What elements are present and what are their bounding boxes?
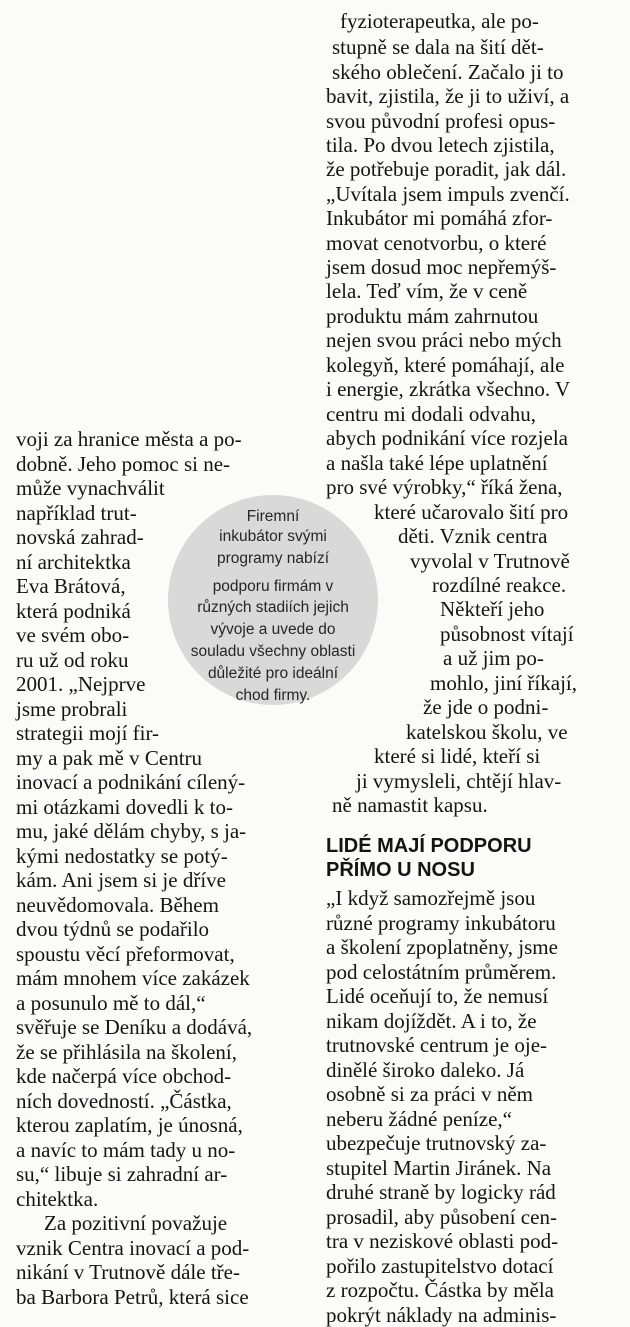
text-line: Lidé oceňují to, že nemusí [326,984,549,1008]
text-line: například trut- [16,501,137,525]
text-line: pořilo zastupitelstvo dotací [326,1254,554,1278]
text-line: strategii mojí fir- [16,721,160,745]
subheading-line: PŘÍMO U NOSU [326,859,475,881]
text-line: su,“ libuje si zahradní ar- [16,1162,228,1186]
text-line: jsme probrali [16,697,128,721]
pull-quote-line: vývoje a uvede do [210,621,336,638]
text-line: kolegyň, které pomáhají, ale [326,353,565,377]
text-line: a našla také lépe uplatnění [326,451,548,475]
text-line: druhé straně by logicky rád [326,1180,556,1204]
text-line: Inkubátor mi pomáhá zfor- [326,206,553,230]
text-line: rozdílné reakce. [432,573,567,597]
text-line: působnost vítají [440,622,574,646]
pull-quote-line: Firemní [246,508,300,525]
text-line: centru mi dodali odvahu, [326,402,536,426]
text-line: může vynachválit [16,476,165,500]
text-line: děti. Vznik centra [398,524,548,548]
text-line: my a pak mě v Centru [16,746,203,770]
text-line: a posunulo mě to dál,“ [16,991,206,1015]
text-line: a navíc to mám tady u no- [16,1138,236,1162]
text-line: pro své výrobky,“ říká žena, [326,475,563,499]
text-line: které učarovalo šití pro [374,500,569,524]
text-line: abych podnikání více rozjela [326,426,568,450]
text-line: bavit, zjistila, že ji to uživí, a [326,84,570,108]
text-line: ve svém obo- [16,623,130,647]
text-line: movat cenotvorbu, o které [326,231,547,255]
text-line: fyzioterapeutka, ale po- [340,9,539,33]
text-line: neberu žádné peníze,“ [326,1107,512,1131]
text-line: mi otázkami dovedli k to- [16,795,233,819]
text-line: ubezpečuje trutnovský za- [326,1131,547,1155]
text-line: kými nedostatky se potý- [16,844,228,868]
pull-quote-line: programy nabízí [217,550,329,567]
text-line: voji za hranice města a po- [16,427,242,451]
pull-quote-line: důležité pro ideální [207,665,339,682]
text-line: že se přihlásila na školení, [16,1040,238,1064]
text-line: mám mnohem více zakázek [16,966,250,990]
text-line: spoustu věcí přeformovat, [16,942,235,966]
text-line: nikání v Trutnově dále tře- [16,1260,240,1284]
text-line: že potřebuje poradit, jak dál. [326,157,567,181]
text-line: ba Barbora Petrů, která sice [16,1285,249,1309]
text-line: ních dovedností. „Částka, [16,1089,232,1113]
text-line: vyvolal v Trutnově [410,549,570,573]
text-line: kde načerpá více obchod- [16,1064,232,1088]
text-line: osobně si za práci v něm [326,1082,534,1106]
text-line: pokrýt náklady na adminis- [326,1303,557,1327]
text-line: které si lidé, kteří si [374,744,541,768]
text-line: Někteří jeho [440,597,545,621]
text-line: stupně se dala na šití dět- [332,35,544,59]
text-line: a už jim po- [443,646,544,670]
text-line: i energie, zkrátka všechno. V [326,377,571,401]
text-line: vznik Centra inovací a pod- [16,1236,250,1260]
text-line: produktu mám zahrnutou [326,304,539,328]
text-line: mohlo, jiní říkají, [430,671,577,695]
text-line: stupitel Martin Jiránek. Na [326,1156,552,1180]
text-line: kterou zaplatím, je únosná, [16,1113,243,1137]
text-line: ru už od roku [16,648,129,672]
text-line: lela. Teď vím, že v ceně [326,279,528,303]
text-line: tra v neziskové oblasti pod- [326,1229,559,1253]
text-line: z rozpočtu. Částka by měla [326,1278,555,1302]
text-line: „Uvítala jsem impuls zvenčí. [326,182,570,206]
text-line: prosadil, aby působení cen- [326,1205,557,1229]
text-line: inovací a podnikání cílený- [16,770,246,794]
text-line: tila. Po dvou letech zjistila, [326,133,555,157]
text-line: dvou týdnů se podařilo [16,917,210,941]
text-line: ně namastit kapsu. [332,793,488,817]
text-line: 2001. „Nejprve [16,672,146,696]
text-line: trutnovské centrum je oje- [326,1033,548,1057]
text-line: pod celostátním průměrem. [326,960,557,984]
pull-quote-line: souladu všechny oblasti [190,643,356,660]
text-line: a školení zpoplatněny, jsme [326,935,558,959]
text-line: nikam dojíždět. A i to, že [326,1009,537,1033]
pull-quote-line: podporu firmám v [212,578,334,595]
text-line: chitektka. [16,1187,99,1211]
subheading-line: LIDÉ MAJÍ PODPORU [326,835,532,857]
text-line: která podniká [16,599,131,623]
text-line: nejen svou práci nebo mých [326,328,562,352]
text-line: ní architektka [16,550,131,574]
text-line: kám. Ani jsem si je dříve [16,868,226,892]
text-line: Za pozitivní považuje [44,1211,228,1235]
text-line: novská zahrad- [16,525,144,549]
pull-quote-line: inkubátor svými [219,528,327,545]
text-line: jsem dosud moc nepřemýš- [326,255,557,279]
text-line: že jde o podni- [423,695,549,719]
pull-quote-line: různých stadiích jejich [197,599,349,616]
text-line: „I když samozřejmě jsou [326,886,536,910]
text-line: různé programy inkubátoru [326,911,556,935]
text-line: dobně. Jeho pomoc si ne- [16,452,231,476]
text-line: ji vymysleli, chtějí hlav- [356,769,562,793]
text-line: svěřuje se Deníku a dodává, [16,1015,253,1039]
text-line: neuvědomovala. Během [16,893,219,917]
text-line: dinělé široko daleko. Já [326,1058,525,1082]
text-line: mu, jaké dělám chyby, s ja- [16,819,247,843]
text-line: katelskou školu, ve [406,720,568,744]
text-line: Eva Brátová, [16,574,126,598]
pull-quote-line: chod firmy. [235,687,311,704]
text-line: svou původní profesi opus- [326,109,556,133]
text-line: ského oblečení. Začalo ji to [332,60,564,84]
